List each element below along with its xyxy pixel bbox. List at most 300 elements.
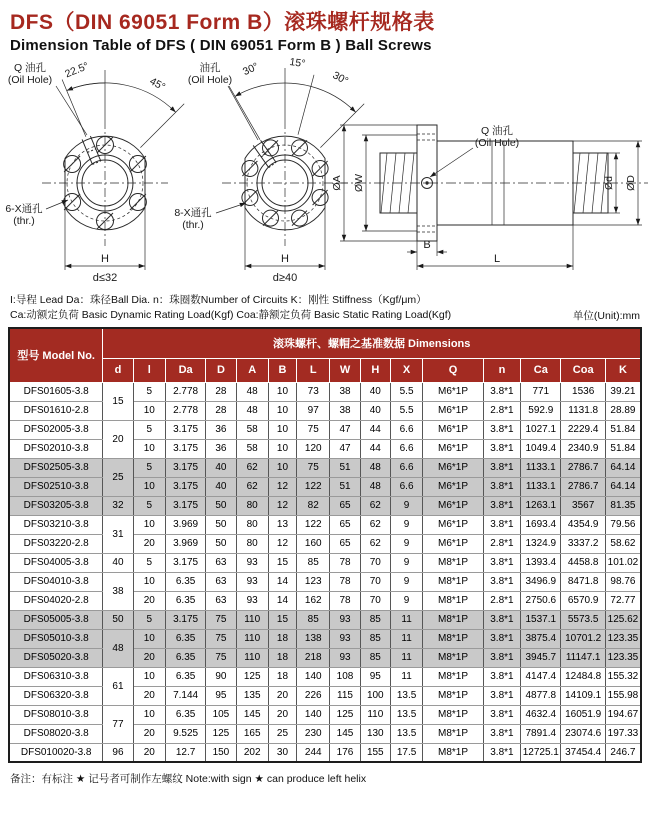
table-row (9, 743, 641, 762)
cell-A: 93 (236, 572, 268, 591)
cell-A: 62 (236, 477, 268, 496)
footer-note: 备注：有标注 ★ 记号者可制作左螺纹 Note:with sign ★ can produce left helix (10, 773, 367, 785)
cell-W: 47 (330, 439, 360, 458)
table-row (9, 667, 641, 686)
cell-d: 32 (103, 496, 133, 515)
mid-angle-30a: 30° (240, 60, 261, 79)
cell-D: 63 (206, 591, 236, 610)
cell-B: 10 (268, 439, 296, 458)
cell-A: 135 (236, 686, 268, 705)
cell-d: 38 (103, 572, 133, 610)
side-dim-d-big: ØD (625, 175, 637, 191)
cell-Da: 6.35 (165, 667, 205, 686)
cell-W: 65 (330, 515, 360, 534)
cell-A: 62 (236, 458, 268, 477)
cell-K: 72.77 (605, 591, 641, 610)
cell-Coa: 1131.8 (561, 401, 605, 420)
cell-Ca: 3875.4 (521, 629, 561, 648)
cell-n: 3.8*1 (483, 686, 520, 705)
cell-K: 79.56 (605, 515, 641, 534)
cell-n: 3.8*1 (483, 515, 520, 534)
cell-A: 202 (236, 743, 268, 762)
col-header-L: L (297, 358, 330, 382)
cell-n: 3.8*1 (483, 724, 520, 743)
cell-Da: 9.525 (165, 724, 205, 743)
cell-Coa: 12484.8 (561, 667, 605, 686)
cell-A: 80 (236, 515, 268, 534)
cell-Ca: 1393.4 (521, 553, 561, 572)
cell-B: 14 (268, 572, 296, 591)
col-header-B: B (268, 358, 296, 382)
cell-n: 3.8*1 (483, 477, 520, 496)
cell-L: 226 (297, 686, 330, 705)
cell-W: 65 (330, 496, 360, 515)
cell-D: 40 (206, 477, 236, 496)
model-cell: DFS010020-3.8 (9, 743, 103, 762)
col-header-Ca: Ca (521, 358, 561, 382)
col-header-n: n (483, 358, 520, 382)
cell-n: 3.8*1 (483, 420, 520, 439)
mid-dim-h: H (281, 253, 289, 265)
cell-X: 9 (390, 572, 422, 591)
cell-K: 58.62 (605, 534, 641, 553)
cell-Ca: 1049.4 (521, 439, 561, 458)
model-cell: DFS03220-2.8 (9, 534, 103, 553)
cell-Ca: 1537.1 (521, 610, 561, 629)
left-holes-label-en: (thr.) (13, 215, 35, 227)
left-angle-45: 45° (147, 75, 168, 94)
cell-d: 31 (103, 515, 133, 553)
cell-A: 110 (236, 629, 268, 648)
cell-D: 90 (206, 667, 236, 686)
cell-Q: M8*1P (423, 724, 484, 743)
cell-K: 81.35 (605, 496, 641, 515)
cell-H: 85 (360, 648, 390, 667)
col-header-K: K (605, 358, 641, 382)
cell-D: 36 (206, 439, 236, 458)
model-cell: DFS01610-2.8 (9, 401, 103, 420)
cell-L: 85 (297, 553, 330, 572)
cell-n: 3.8*1 (483, 610, 520, 629)
cell-L: 75 (297, 420, 330, 439)
cell-K: 194.67 (605, 705, 641, 724)
cell-Coa: 11147.1 (561, 648, 605, 667)
cell-D: 125 (206, 724, 236, 743)
cell-n: 3.8*1 (483, 572, 520, 591)
model-cell: DFS06320-3.8 (9, 686, 103, 705)
cell-H: 70 (360, 553, 390, 572)
cell-W: 125 (330, 705, 360, 724)
cell-K: 28.89 (605, 401, 641, 420)
cell-Ca: 1263.1 (521, 496, 561, 515)
cell-W: 93 (330, 610, 360, 629)
cell-Q: M8*1P (423, 667, 484, 686)
cell-H: 70 (360, 591, 390, 610)
cell-D: 28 (206, 382, 236, 401)
cell-Da: 3.175 (165, 477, 205, 496)
cell-K: 39.21 (605, 382, 641, 401)
cell-l: 5 (133, 420, 165, 439)
cell-X: 6.6 (390, 439, 422, 458)
cell-H: 44 (360, 420, 390, 439)
cell-D: 63 (206, 572, 236, 591)
cell-Ca: 1133.1 (521, 458, 561, 477)
cell-L: 138 (297, 629, 330, 648)
cell-d: 77 (103, 705, 133, 743)
left-oil-hole-label: Q 油孔 (13, 62, 47, 74)
cell-H: 40 (360, 382, 390, 401)
cell-Ca: 12725.1 (521, 743, 561, 762)
cell-X: 6.6 (390, 477, 422, 496)
cell-D: 50 (206, 515, 236, 534)
cell-D: 75 (206, 610, 236, 629)
col-header-Coa: Coa (561, 358, 605, 382)
model-cell: DFS04020-2.8 (9, 591, 103, 610)
cell-K: 123.35 (605, 648, 641, 667)
cell-n: 3.8*1 (483, 629, 520, 648)
cell-Q: M8*1P (423, 705, 484, 724)
cell-d: 15 (103, 382, 133, 420)
cell-A: 80 (236, 496, 268, 515)
cell-H: 70 (360, 572, 390, 591)
cell-Da: 6.35 (165, 629, 205, 648)
cell-X: 13.5 (390, 686, 422, 705)
cell-L: 160 (297, 534, 330, 553)
col-header-d: d (103, 358, 133, 382)
spec-table (8, 327, 642, 763)
cell-Da: 6.35 (165, 572, 205, 591)
cell-B: 20 (268, 705, 296, 724)
left-flange-drawing (42, 70, 184, 270)
cell-L: 123 (297, 572, 330, 591)
cell-Coa: 3567 (561, 496, 605, 515)
cell-W: 176 (330, 743, 360, 762)
model-cell: DFS05020-3.8 (9, 648, 103, 667)
cell-Q: M6*1P (423, 420, 484, 439)
cell-Ca: 1324.9 (521, 534, 561, 553)
cell-D: 50 (206, 534, 236, 553)
cell-X: 11 (390, 667, 422, 686)
cell-l: 5 (133, 382, 165, 401)
side-dim-a: ØA (331, 175, 343, 191)
cell-K: 64.14 (605, 477, 641, 496)
cell-Q: M8*1P (423, 629, 484, 648)
cell-X: 17.5 (390, 743, 422, 762)
table-body (9, 382, 641, 762)
table-row (9, 610, 641, 629)
model-cell: DFS03210-3.8 (9, 515, 103, 534)
cell-l: 10 (133, 477, 165, 496)
table-row (9, 420, 641, 439)
cell-X: 13.5 (390, 705, 422, 724)
cell-l: 20 (133, 724, 165, 743)
model-cell: DFS05005-3.8 (9, 610, 103, 629)
cell-B: 10 (268, 401, 296, 420)
model-cell: DFS08010-3.8 (9, 705, 103, 724)
cell-l: 5 (133, 553, 165, 572)
drawings-svg (0, 56, 650, 288)
side-dim-b: B (423, 239, 431, 251)
cell-L: 122 (297, 515, 330, 534)
mid-flange-labels (174, 56, 350, 284)
cell-d: 50 (103, 610, 133, 629)
cell-Q: M6*1P (423, 477, 484, 496)
cell-X: 11 (390, 629, 422, 648)
cell-B: 10 (268, 458, 296, 477)
cell-A: 93 (236, 591, 268, 610)
left-oil-hole-label-en: (Oil Hole) (7, 74, 53, 86)
cell-L: 218 (297, 648, 330, 667)
cell-K: 101.02 (605, 553, 641, 572)
cell-n: 3.8*1 (483, 382, 520, 401)
technical-drawings (0, 56, 650, 293)
cell-W: 78 (330, 572, 360, 591)
side-dim-d-small: Ød (603, 175, 615, 191)
cell-X: 13.5 (390, 724, 422, 743)
cell-B: 20 (268, 686, 296, 705)
cell-H: 155 (360, 743, 390, 762)
cell-B: 12 (268, 477, 296, 496)
col-header-Da: Da (165, 358, 205, 382)
mid-holes-label-en: (thr.) (182, 219, 204, 231)
cell-W: 51 (330, 458, 360, 477)
cell-W: 51 (330, 477, 360, 496)
cell-Da: 6.35 (165, 591, 205, 610)
cell-H: 62 (360, 496, 390, 515)
cell-Q: M6*1P (423, 401, 484, 420)
cell-d: 20 (103, 420, 133, 458)
cell-l: 10 (133, 515, 165, 534)
cell-K: 197.33 (605, 724, 641, 743)
cell-X: 11 (390, 610, 422, 629)
cell-D: 75 (206, 629, 236, 648)
cell-Da: 3.175 (165, 439, 205, 458)
cell-n: 3.8*1 (483, 705, 520, 724)
left-flange-labels (5, 60, 167, 284)
cell-H: 95 (360, 667, 390, 686)
mid-holes-label: 8-X通孔 (174, 207, 212, 219)
cell-B: 15 (268, 553, 296, 572)
col-header-X: X (390, 358, 422, 382)
legend-line-1: I:导程 Lead Da：珠径Ball Dia. n：珠圈数Number of Circuits K：刚性 Stiffness（Kgf/μm） (10, 294, 427, 306)
cell-L: 82 (297, 496, 330, 515)
cell-A: 48 (236, 382, 268, 401)
cell-Ca: 592.9 (521, 401, 561, 420)
unit-label: 单位(Unit):mm (572, 310, 640, 322)
cell-H: 110 (360, 705, 390, 724)
cell-B: 18 (268, 667, 296, 686)
cell-Q: M8*1P (423, 591, 484, 610)
cell-Q: M6*1P (423, 439, 484, 458)
cell-H: 48 (360, 477, 390, 496)
cell-X: 9 (390, 591, 422, 610)
cell-K: 155.32 (605, 667, 641, 686)
cell-B: 18 (268, 648, 296, 667)
cell-Ca: 4147.4 (521, 667, 561, 686)
cell-B: 25 (268, 724, 296, 743)
cell-K: 125.62 (605, 610, 641, 629)
cell-A: 58 (236, 420, 268, 439)
page-subtitle: Dimension Table of DFS ( DIN 69051 Form B ) Ball Screws (10, 37, 432, 54)
side-view-labels (331, 124, 637, 265)
cell-A: 48 (236, 401, 268, 420)
cell-L: 140 (297, 705, 330, 724)
cell-Ca: 4632.4 (521, 705, 561, 724)
table-row (9, 629, 641, 648)
cell-W: 47 (330, 420, 360, 439)
side-dim-l: L (493, 253, 501, 265)
cell-A: 145 (236, 705, 268, 724)
table-header (9, 328, 641, 382)
cell-X: 9 (390, 515, 422, 534)
cell-Q: M6*1P (423, 515, 484, 534)
cell-Da: 3.175 (165, 496, 205, 515)
cell-l: 10 (133, 629, 165, 648)
model-column-header: 型号 Model No. (9, 328, 103, 382)
cell-d: 61 (103, 667, 133, 705)
cell-n: 3.8*1 (483, 439, 520, 458)
side-dim-w: ØW (353, 173, 365, 193)
cell-d: 48 (103, 629, 133, 667)
cell-H: 100 (360, 686, 390, 705)
cell-A: 93 (236, 553, 268, 572)
cell-K: 123.35 (605, 629, 641, 648)
cell-Ca: 7891.4 (521, 724, 561, 743)
cell-Ca: 771 (521, 382, 561, 401)
cell-Coa: 4354.9 (561, 515, 605, 534)
dimensions-group-header: 滚珠螺杆、螺帽之基准数据 Dimensions (103, 328, 641, 358)
mid-oil-hole-label-en: (Oil Hole) (187, 74, 233, 86)
cell-K: 64.14 (605, 458, 641, 477)
cell-B: 14 (268, 591, 296, 610)
cell-d: 40 (103, 553, 133, 572)
cell-D: 63 (206, 553, 236, 572)
cell-n: 3.8*1 (483, 743, 520, 762)
cell-Q: M6*1P (423, 382, 484, 401)
cell-n: 3.8*1 (483, 553, 520, 572)
model-cell: DFS04005-3.8 (9, 553, 103, 572)
cell-H: 85 (360, 629, 390, 648)
cell-l: 10 (133, 667, 165, 686)
table-row (9, 382, 641, 401)
model-cell: DFS03205-3.8 (9, 496, 103, 515)
cell-H: 62 (360, 534, 390, 553)
cell-Da: 2.778 (165, 401, 205, 420)
cell-H: 40 (360, 401, 390, 420)
col-header-D: D (206, 358, 236, 382)
cell-l: 5 (133, 458, 165, 477)
cell-A: 165 (236, 724, 268, 743)
cell-D: 50 (206, 496, 236, 515)
cell-Ca: 1027.1 (521, 420, 561, 439)
cell-Ca: 3496.9 (521, 572, 561, 591)
cell-Coa: 8471.8 (561, 572, 605, 591)
cell-A: 80 (236, 534, 268, 553)
cell-X: 9 (390, 534, 422, 553)
side-oil-hole-label-en: (Oil Hole) (474, 137, 520, 149)
cell-l: 10 (133, 705, 165, 724)
left-holes-label: 6-X通孔 (5, 203, 43, 215)
cell-B: 15 (268, 610, 296, 629)
cell-X: 9 (390, 496, 422, 515)
cell-X: 6.6 (390, 420, 422, 439)
legend-block (10, 293, 640, 323)
model-cell: DFS08020-3.8 (9, 724, 103, 743)
left-dim-h: H (101, 253, 109, 265)
model-cell: DFS04010-3.8 (9, 572, 103, 591)
cell-Coa: 1536 (561, 382, 605, 401)
cell-n: 2.8*1 (483, 591, 520, 610)
cell-X: 5.5 (390, 401, 422, 420)
cell-W: 93 (330, 648, 360, 667)
cell-H: 85 (360, 610, 390, 629)
cell-L: 73 (297, 382, 330, 401)
cell-W: 78 (330, 553, 360, 572)
table-row (9, 553, 641, 572)
cell-l: 10 (133, 439, 165, 458)
cell-Ca: 1693.4 (521, 515, 561, 534)
mid-angle-30b: 30° (330, 69, 351, 88)
cell-B: 30 (268, 743, 296, 762)
cell-L: 230 (297, 724, 330, 743)
cell-Coa: 2786.7 (561, 458, 605, 477)
cell-Coa: 37454.4 (561, 743, 605, 762)
cell-B: 10 (268, 382, 296, 401)
model-cell: DFS02505-3.8 (9, 458, 103, 477)
cell-Q: M8*1P (423, 610, 484, 629)
cell-W: 38 (330, 401, 360, 420)
cell-Q: M8*1P (423, 648, 484, 667)
cell-Da: 6.35 (165, 705, 205, 724)
cell-H: 48 (360, 458, 390, 477)
cell-Q: M8*1P (423, 553, 484, 572)
cell-A: 125 (236, 667, 268, 686)
side-oil-hole-label: Q 油孔 (480, 125, 514, 137)
cell-Ca: 4877.8 (521, 686, 561, 705)
cell-L: 85 (297, 610, 330, 629)
left-angle-22-5: 22.5° (63, 60, 91, 81)
cell-Da: 3.175 (165, 458, 205, 477)
cell-Da: 2.778 (165, 382, 205, 401)
cell-L: 162 (297, 591, 330, 610)
cell-A: 110 (236, 648, 268, 667)
cell-n: 3.8*1 (483, 458, 520, 477)
cell-W: 38 (330, 382, 360, 401)
cell-A: 58 (236, 439, 268, 458)
cell-Coa: 2340.9 (561, 439, 605, 458)
mid-dim-d: d≥40 (272, 272, 298, 284)
cell-Q: M6*1P (423, 458, 484, 477)
cell-Da: 12.7 (165, 743, 205, 762)
cell-D: 105 (206, 705, 236, 724)
cell-Coa: 3337.2 (561, 534, 605, 553)
table-row (9, 458, 641, 477)
col-header-Q: Q (423, 358, 484, 382)
cell-D: 95 (206, 686, 236, 705)
cell-D: 75 (206, 648, 236, 667)
cell-K: 246.7 (605, 743, 641, 762)
cell-L: 120 (297, 439, 330, 458)
cell-Da: 7.144 (165, 686, 205, 705)
cell-B: 12 (268, 534, 296, 553)
cell-K: 98.76 (605, 572, 641, 591)
table-row (9, 496, 641, 515)
col-header-W: W (330, 358, 360, 382)
cell-A: 110 (236, 610, 268, 629)
cell-K: 51.84 (605, 439, 641, 458)
cell-Coa: 16051.9 (561, 705, 605, 724)
cell-l: 5 (133, 610, 165, 629)
